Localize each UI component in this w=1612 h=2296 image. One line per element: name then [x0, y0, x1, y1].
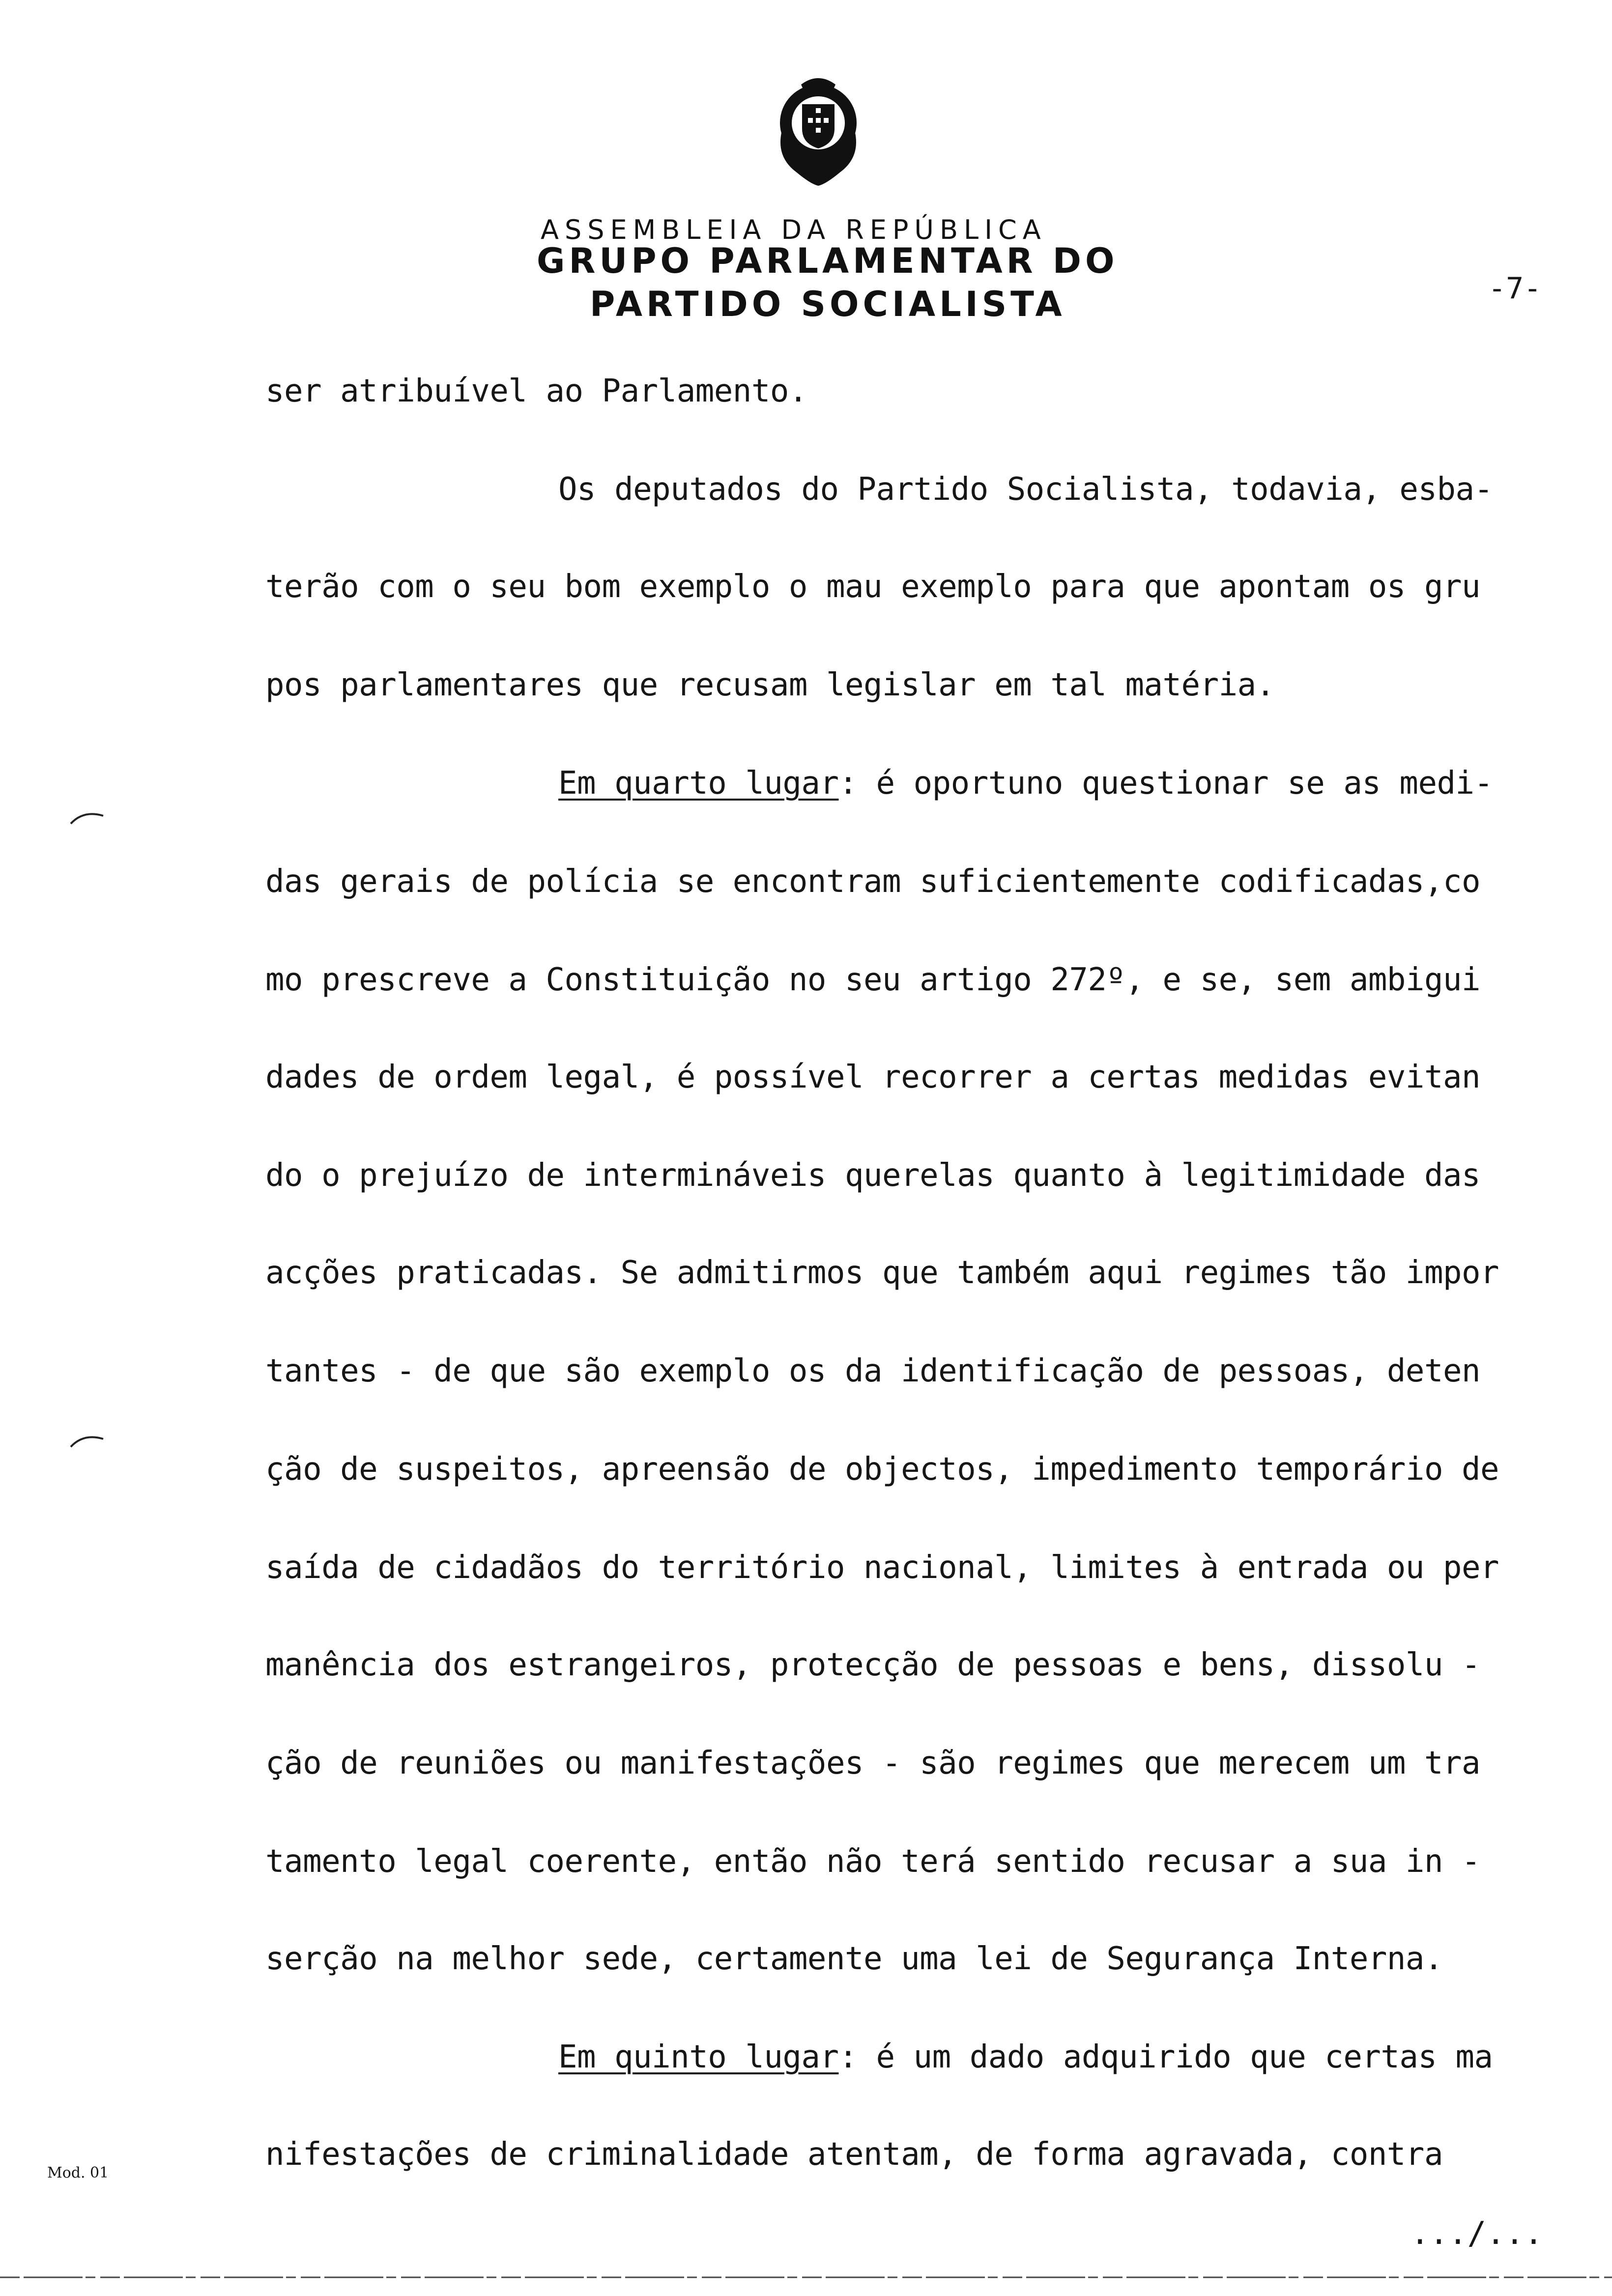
section-heading: Em quinto lugar	[558, 2039, 839, 2075]
body-line: terão com o seu bom exemplo o mau exemplo para que apontam os gru	[265, 569, 1481, 605]
body-line: nifestações de criminalidade atentam, de forma agravada, contra	[265, 2136, 1443, 2173]
body-line: tantes - de que são exemplo os da identificação de pessoas, deten	[265, 1353, 1481, 1389]
body-line: serção na melhor sede, certamente uma lei de Segurança Interna.	[265, 1941, 1443, 1977]
binder-mark-icon	[69, 807, 108, 827]
body-line: Em quinto lugar: é um dado adquirido que certas ma	[558, 2039, 1493, 2075]
page-number: -7-	[1488, 271, 1542, 306]
continuation-mark: .../...	[1410, 2215, 1543, 2252]
institution-name: ASSEMBLEIA DA REPÚBLICA	[541, 214, 1047, 245]
body-line: ção de suspeitos, apreensão de objectos, impedimento temporário de	[265, 1451, 1499, 1488]
group-name-line1: GRUPO PARLAMENTAR DO	[537, 241, 1119, 281]
binder-mark-icon	[69, 1430, 108, 1450]
body-line: Em quarto lugar: é oportuno questionar se as medi-	[558, 765, 1493, 802]
section-heading: Em quarto lugar	[558, 765, 839, 802]
body-line: mo prescreve a Constituição no seu artigo 272º, e se, sem ambigui	[265, 962, 1481, 998]
body-line: tamento legal coerente, então não terá sentido recusar a sua in -	[265, 1843, 1481, 1880]
body-line: das gerais de polícia se encontram suficientemente codificadas,co	[265, 863, 1481, 900]
group-name-line2: PARTIDO SOCIALISTA	[590, 284, 1066, 324]
scan-edge-line	[0, 2274, 1612, 2280]
body-line: dades de ordem legal, é possível recorrer a certas medidas evitan	[265, 1059, 1481, 1095]
body-line: acções praticadas. Se admitirmos que também aqui regimes tão impor	[265, 1255, 1499, 1291]
body-line: Os deputados do Partido Socialista, todavia, esba-	[558, 471, 1493, 508]
body-line: do o prejuízo de intermináveis querelas quanto à legitimidade das	[265, 1157, 1481, 1194]
body-line: ção de reuniões ou manifestações - são regimes que merecem um tra	[265, 1745, 1481, 1781]
body-line: pos parlamentares que recusam legislar em tal matéria.	[265, 667, 1275, 703]
coat-of-arms-icon	[767, 74, 870, 187]
form-label: Mod. 01	[47, 2164, 109, 2181]
body-line: saída de cidadãos do território nacional, limites à entrada ou per	[265, 1550, 1499, 1586]
body-line: manência dos estrangeiros, protecção de pessoas e bens, dissolu -	[265, 1647, 1481, 1683]
body-line: ser atribuível ao Parlamento.	[265, 373, 807, 409]
